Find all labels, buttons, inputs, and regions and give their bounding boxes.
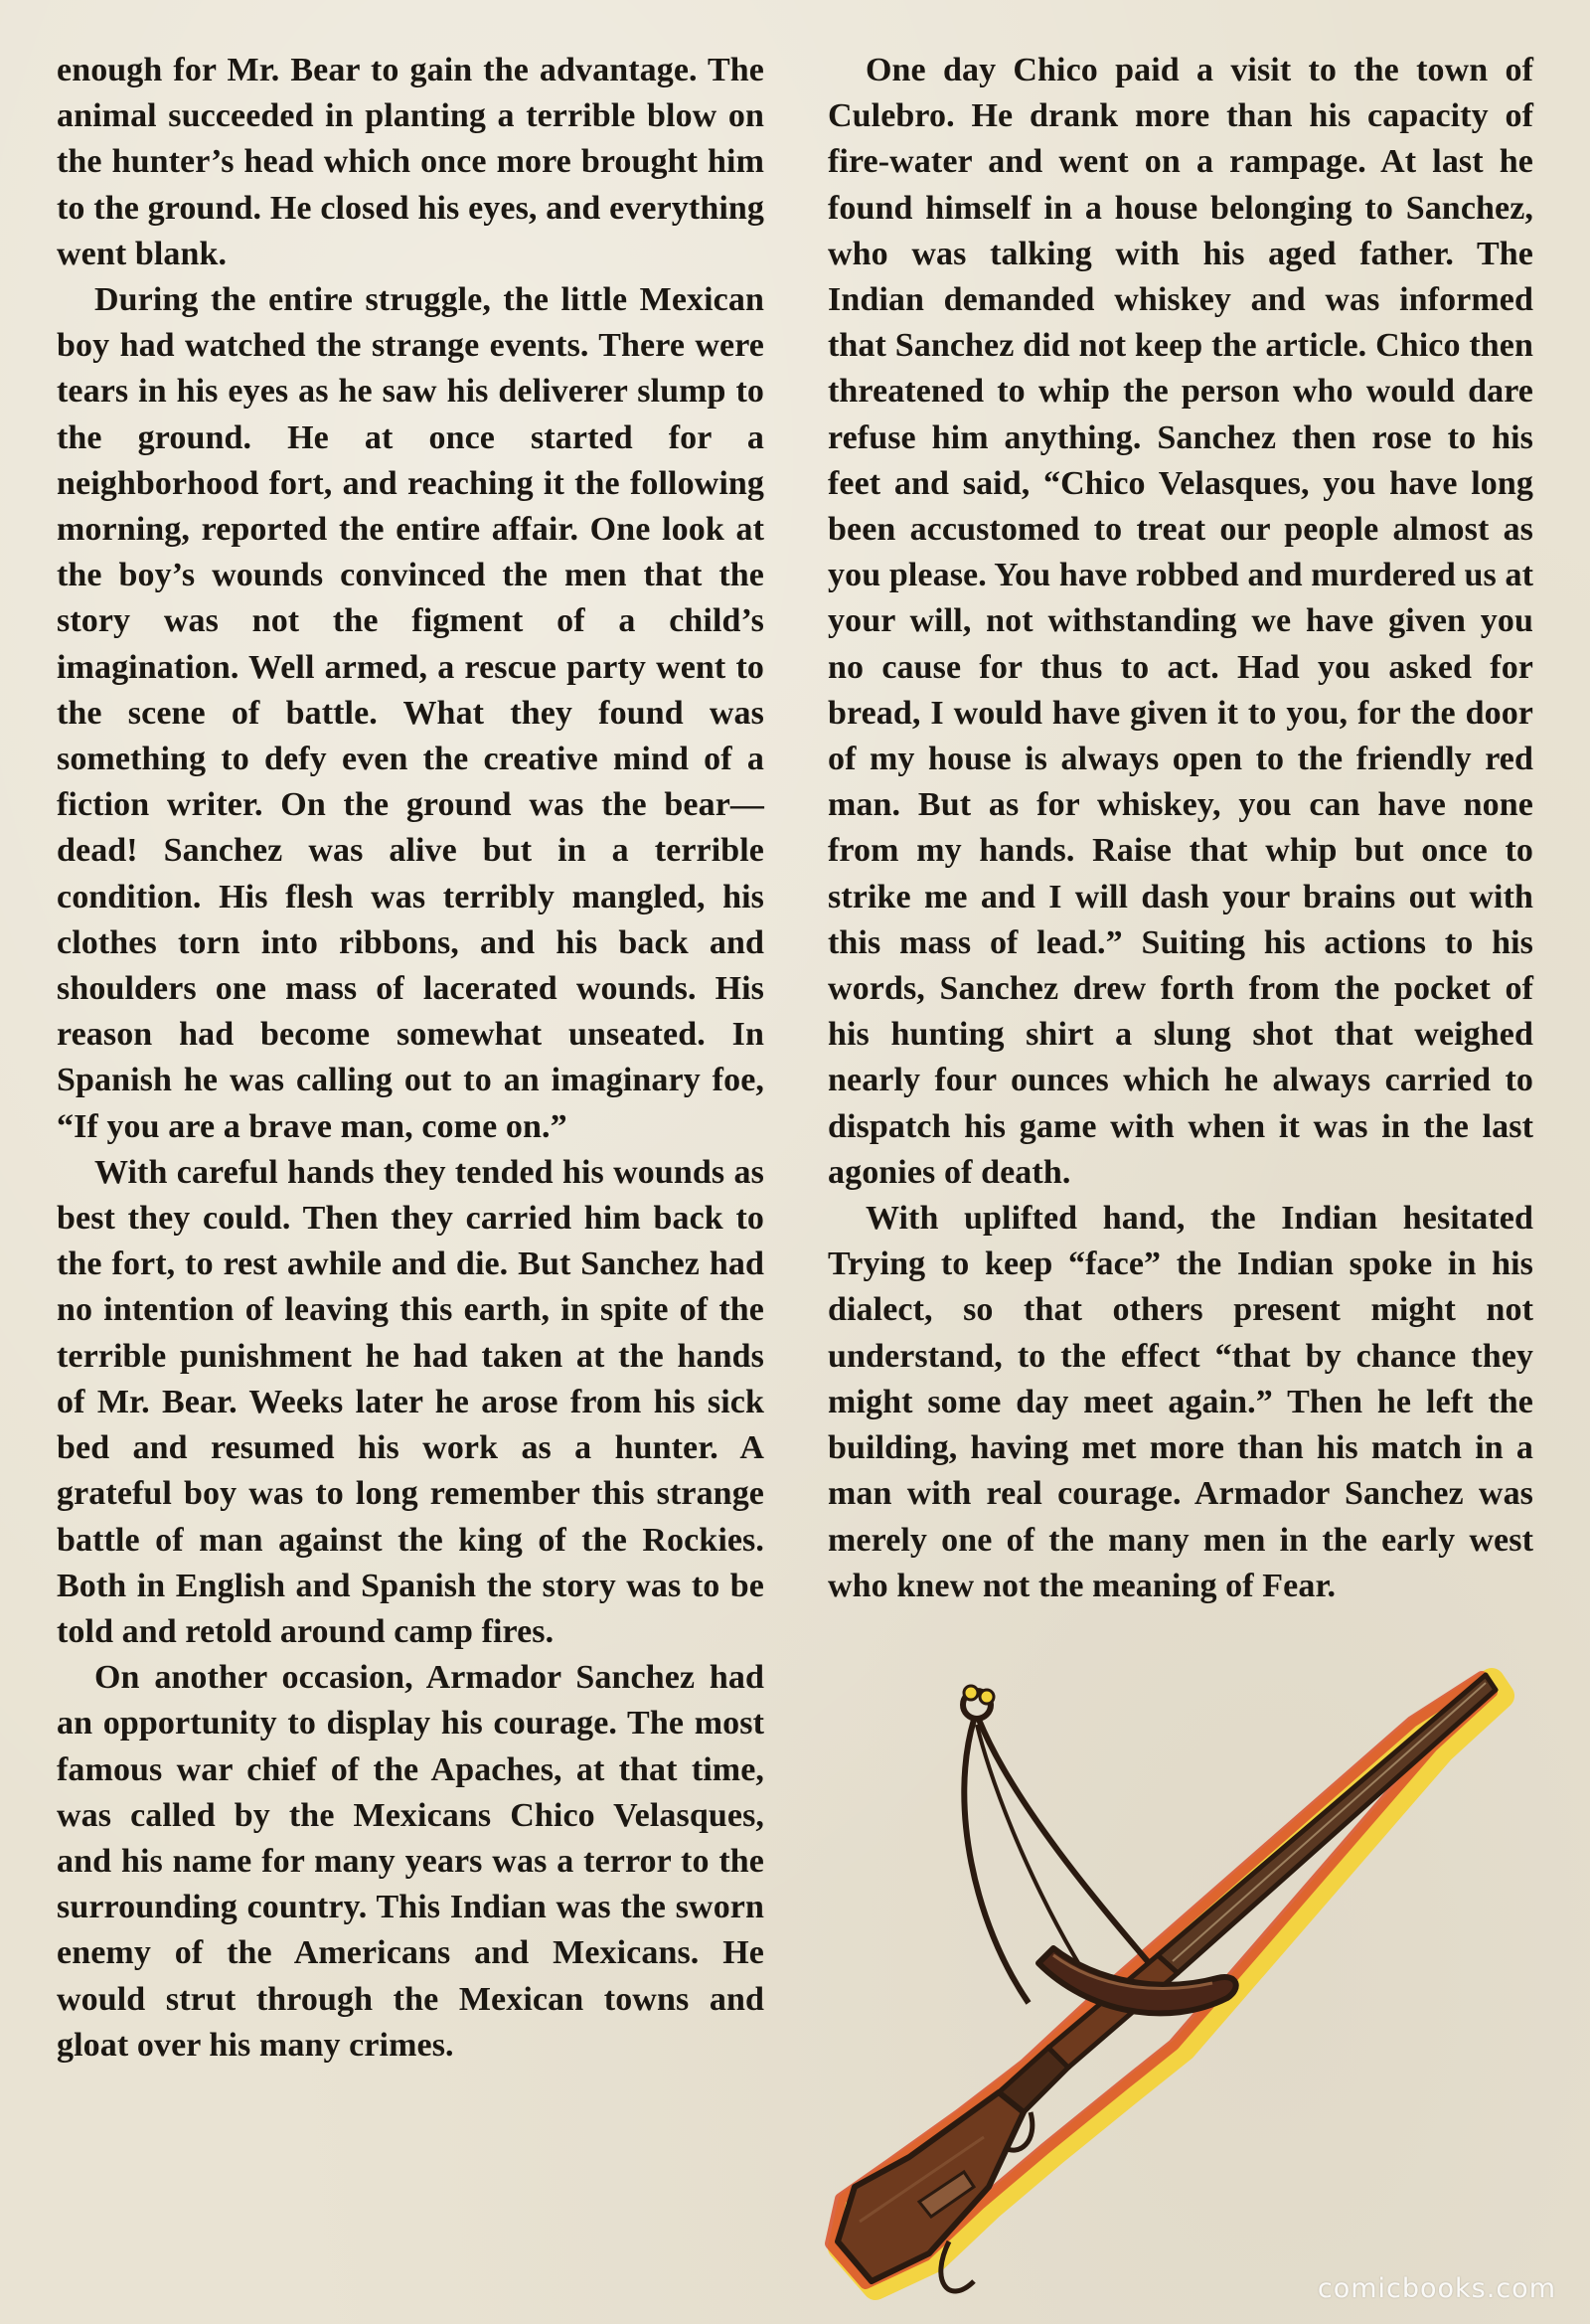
left-column <box>57 48 764 2069</box>
paragraph: During the entire struggle, the little Mexican boy had watched the strange events. There were tears in his eyes as he saw his deliverer slump to the ground. He at once started for a neighborhood fort, and reaching it the following morning, reported the entire affair. One look at the boy’s wounds convinced the men that the story was not the figment of a child’s imagination. Well armed, a rescue party went to the scene of battle. What they found was something to defy even the creative mind of a fiction writer. On the ground was the bear—dead! Sanchez was alive but in a terrible condition. His flesh was terribly mangled, his clothes torn into ribbons, and his back and shoulders one mass of lacerated wounds. His reason had become somewhat unseated. In Spanish he was calling out to an imaginary foe, “If you are a brave man, come on.” <box>57 281 764 1145</box>
paragraph: With careful hands they tended his wounds as best they could. Then they carried him back to the fort, to rest awhile and die. But Sanchez had no intention of leaving this earth, in spite of the terrible punishment he had taken at the hands of Mr. Bear. Weeks later he arose from his sick bed and resumed his work as a hunter. A grateful boy was to long remember this strange battle of man against the king of the Rockies. Both in English and Spanish the story was to be told and retold around camp fires. <box>57 1153 764 1650</box>
paragraph: On another occasion, Armador Sanchez had an opportunity to display his courage. The most famous war chief of the Apaches, at that time, was called by the Mexicans Chico Velasques, and his name for many years was a terror to the surrounding country. This Indian was the sworn enemy of the Americans and Mexicans. He would strut through the Mexican towns and gloat over his many crimes. <box>57 1659 764 2064</box>
rifle-illustration <box>800 1645 1515 2301</box>
rifle-icon <box>800 1645 1515 2301</box>
right-column <box>828 48 1533 1609</box>
paragraph: One day Chico paid a visit to the town of Culebro. He drank more than his capacity of fire-water and went on a rampage. At last he found himself in a house belonging to Sanchez, who was talking with his aged father. The Indian demanded whiskey and was informed that Sanchez did not keep the article. Chico then threatened to whip the person who would dare refuse him anything. Sanchez then rose to his feet and said, “Chico Velasques, you have long been accustomed to treat our people almost as you please. You have robbed and murdered us at your will, not withstanding we have given you no cause for thus to act. Had you asked for bread, I would have given it to you, for the door of my house is always open to the friendly red man. But as for whiskey, you can have none from my hands. Raise that whip but once to strike me and I will dash your brains out with this mass of lead.” Suiting his actions to his words, Sanchez drew forth from the pocket of his hunting shirt a slung shot that weighed nearly four ounces which he always carried to dispatch his game with when it was in the last agonies of death. <box>828 52 1533 1191</box>
paragraph: enough for Mr. Bear to gain the advantage. The animal succeeded in planting a terrible blow on the hunter’s head which once more brought him to the ground. He closed his eyes, and everything went blank. <box>57 52 764 272</box>
watermark-text: comicbooks.com <box>1317 2273 1556 2304</box>
paragraph: With uplifted hand, the Indian hesitated Trying to keep “face” the Indian spoke in his dialect, so that others present might not understand, to the effect “that by chance they might some day meet again.” Then he left the building, having met more than his match in a man with real courage. Armador Sanchez was merely one of the many men in the early west who knew not the meaning of Fear. <box>828 1200 1533 1604</box>
